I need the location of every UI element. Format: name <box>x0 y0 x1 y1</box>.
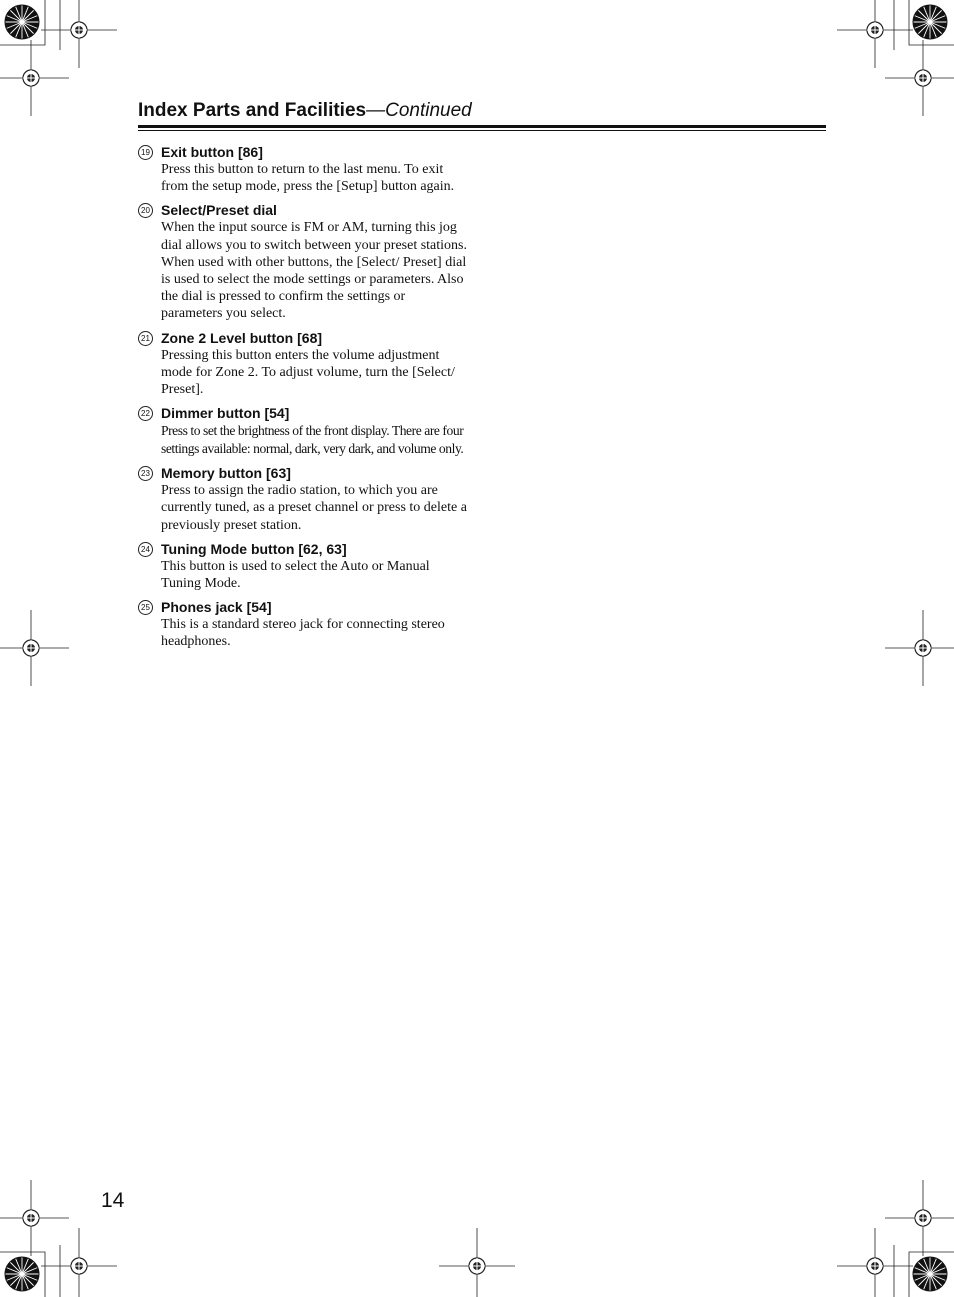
list-item <box>138 540 468 592</box>
item-description: This button is used to select the Auto or Manual Tuning Mode. <box>161 558 430 592</box>
section-header <box>138 100 826 122</box>
parts-list <box>138 143 468 657</box>
item-title: Zone 2 Level button [68] <box>161 329 323 346</box>
item-title: Select/Preset dial <box>161 202 277 219</box>
list-item <box>138 464 468 534</box>
item-number-badge: 23 <box>138 466 153 481</box>
item-number-badge: 21 <box>138 331 153 346</box>
item-description: This is a standard stereo jack for connecting stereo headphones. <box>161 617 445 650</box>
item-number-badge: 19 <box>138 145 153 160</box>
item-title: Dimmer button [54] <box>161 405 290 422</box>
item-number-badge: 25 <box>138 600 153 615</box>
header-rule <box>138 125 826 128</box>
section-title: Index Parts and Facilities <box>138 100 367 121</box>
page-number: 14 <box>101 1189 125 1212</box>
item-title: Exit button [86] <box>161 144 263 160</box>
item-title: Tuning Mode button [62, 63] <box>161 540 347 557</box>
item-description: Press this button to return to the last menu. To exit from the setup mode, press the [Setup] button again. <box>161 162 455 195</box>
item-number-badge: 22 <box>138 406 153 421</box>
item-description: Press to assign the radio station, to which you are currently tuned, as a preset channel or press to delete a previously preset station. <box>161 483 467 533</box>
header-rule-thin <box>138 130 826 131</box>
item-title: Phones jack [54] <box>161 599 272 616</box>
list-item <box>138 201 468 322</box>
item-description: Press to set the brightness of the front display. There are four settings available: normal, dark, very dark, and volume only. <box>161 423 464 457</box>
item-number-badge: 24 <box>138 542 153 557</box>
list-item <box>138 598 468 650</box>
item-description: When the input source is FM or AM, turning this jog dial allows you to switch between your preset stations. When used with other buttons, the [Select/ Preset] dial is used to select the mode settings or parameters. Also the dial is pressed to confirm the settings or parameters you select. <box>161 220 467 322</box>
item-description: Pressing this button enters the volume adjustment mode for Zone 2. To adjust volume, turn the [Select/ Preset]. <box>161 347 455 398</box>
continued-label: —Continued <box>366 100 472 121</box>
list-item <box>138 404 468 458</box>
item-title: Memory button [63] <box>161 465 291 482</box>
item-number-badge: 20 <box>138 203 153 218</box>
list-item <box>138 143 468 195</box>
list-item <box>138 329 468 399</box>
